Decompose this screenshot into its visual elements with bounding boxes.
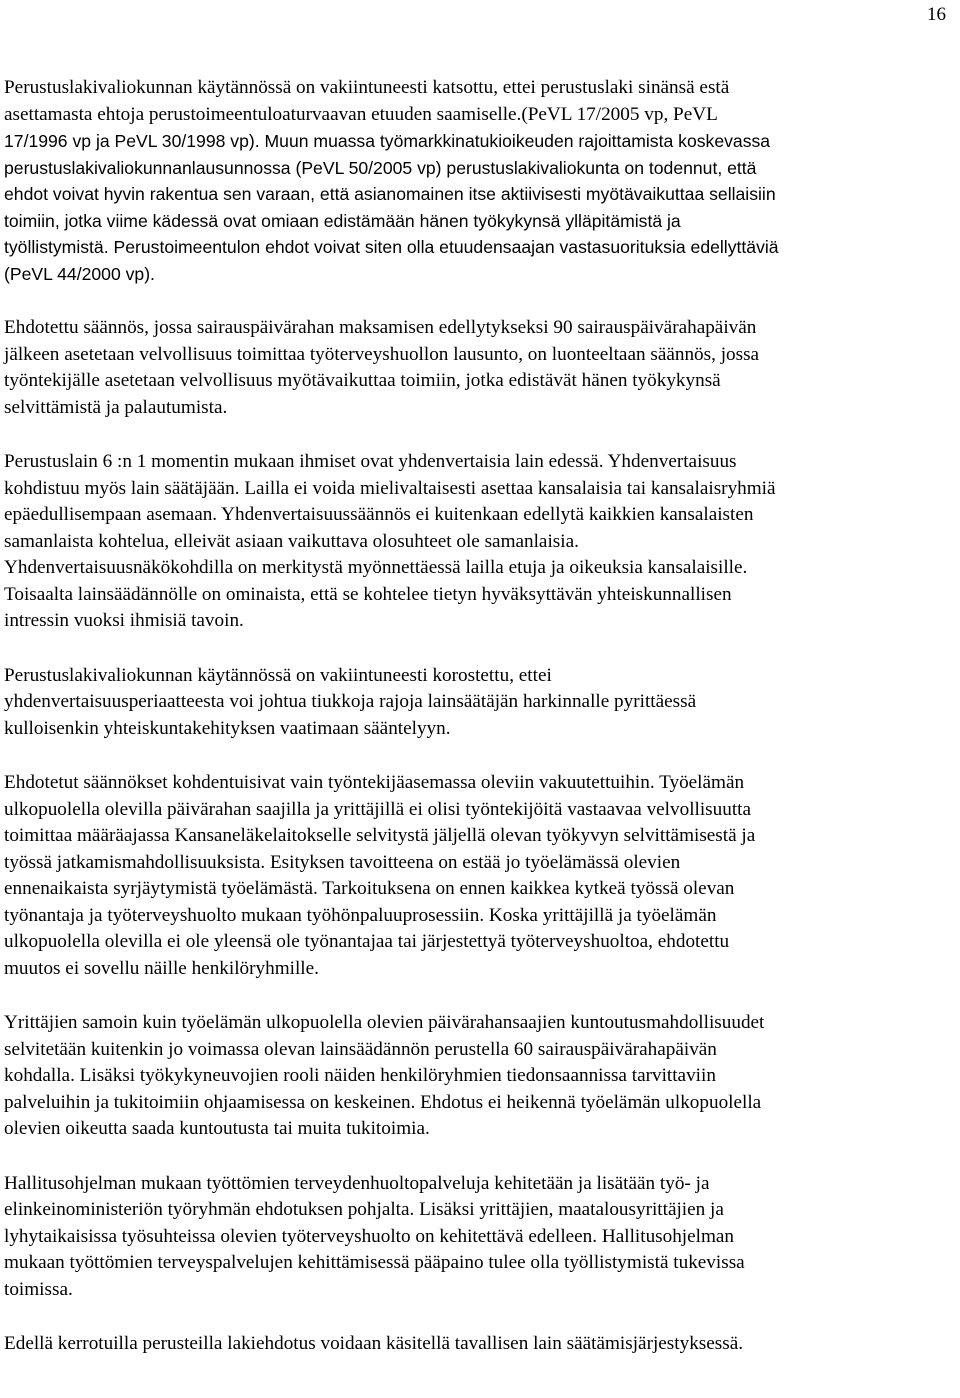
paragraph-line: palveluihin ja tukitoimiin ohjaamisessa on keskeinen. Ehdotus ei heikennä työelämän ulkopuolella bbox=[4, 1091, 762, 1113]
paragraph-line: mukaan työttömien terveyspalvelujen kehittämisessä pääpaino tulee olla työllistymistä tukevissa bbox=[4, 1252, 745, 1273]
paragraph-line: Perustuslakivaliokunnan käytännössä on vakiintuneesti korostettu, ettei bbox=[4, 664, 552, 686]
paragraph-line: jälkeen asetetaan velvollisuus toimittaa työterveyshuollon lausunto, on luonteeltaan säännös, jossa bbox=[4, 343, 760, 365]
paragraph-line: Perustuslakivaliokunnan käytännössä on vakiintuneesti katsottu, ettei perustuslaki sinänsä estä bbox=[4, 77, 730, 98]
paragraph-line: ennenaikaista syrjäytymistä työelämästä. Tarkoituksena on ennen kaikkea kytkeä työssä olevan bbox=[4, 878, 735, 899]
paragraph-line: työntekijälle asetetaan velvollisuus myötävaikuttaa toimiin, jotka edistävät hänen työkykynsä bbox=[4, 370, 721, 391]
paragraph-line: intressin vuoksi ihmisiä tavoin. bbox=[4, 610, 244, 631]
paragraph-line: epäedullisempaan asemaan. Yhdenvertaisuussäännös ei kuitenkaan edellytä kaikkien kansalaisten bbox=[4, 504, 754, 525]
paragraph-4 bbox=[4, 663, 954, 743]
paragraph-5 bbox=[4, 770, 954, 982]
paragraph-line: Yhdenvertaisuusnäkökohdilla on merkitystä myönnettäessä lailla etuja ja oikeuksia kansalaisille. bbox=[4, 557, 748, 578]
paragraph-line: samanlaista kohtelua, elleivät asiaan vaikuttava olosuhteet ole samanlaisia. bbox=[4, 530, 579, 552]
paragraph-line: Edellä kerrotuilla perusteilla lakiehdotus voidaan käsitellä tavallisen lain säätämisjärjestyksessä. bbox=[4, 1333, 744, 1354]
paragraph-line: elinkeinoministeriön työryhmän ehdotuksen pohjalta. Lisäksi yrittäjien, maatalousyrittäjien ja bbox=[4, 1199, 724, 1220]
paragraph-line: olevien oikeutta saada kuntoutusta tai muita tukitoimia. bbox=[4, 1118, 430, 1139]
paragraph-line: toimittaa määräajassa Kansaneläkelaitokselle selvitystä jäljellä olevan työkyvyn selvittämisestä ja bbox=[4, 825, 756, 846]
paragraph-line: kulloisenkin yhteiskuntakehityksen vaatimaan sääntelyyn. bbox=[4, 717, 451, 739]
page-number: 16 bbox=[927, 4, 946, 25]
paragraph-line: toimissa. bbox=[4, 1278, 73, 1300]
paragraph-1 bbox=[4, 75, 954, 287]
paragraph-2 bbox=[4, 315, 954, 421]
paragraph-line: 17/1996 vp ja PeVL 30/1998 vp). Muun muassa työmarkkinatukioikeuden rajoittamista koskevassa bbox=[4, 131, 771, 151]
paragraph-8 bbox=[4, 1331, 954, 1358]
paragraph-line: Toisaalta lainsäädännölle on ominaista, että se kohtelee tietyn hyväksyttävän yhteiskunnallisen bbox=[4, 583, 732, 605]
paragraph-line: perustuslakivaliokunnanlausunnossa (PeVL 50/2005 vp) perustuslakivaliokunta on todennut, että bbox=[4, 157, 757, 178]
paragraph-line: Perustuslain 6 :n 1 momentin mukaan ihmiset ovat yhdenvertaisia lain edessä. Yhdenvertaisuus bbox=[4, 451, 737, 472]
paragraph-line: (PeVL 44/2000 vp). bbox=[4, 263, 155, 284]
paragraph-3 bbox=[4, 449, 954, 635]
paragraph-line: ehdot voivat hyvin rakentua sen varaan, että asianomainen itse aktiivisesti myötävaikuttaa sellaisiin bbox=[4, 184, 776, 204]
paragraph-line: Ehdotetut säännökset kohdentuisivat vain työntekijäasemassa oleviin vakuutettuihin. Työelämän bbox=[4, 772, 745, 793]
paragraph-6 bbox=[4, 1010, 954, 1143]
paragraph-line: Ehdotettu säännös, jossa sairauspäivärahan maksamisen edellytykseksi 90 sairauspäivärahapäivän bbox=[4, 317, 757, 338]
paragraph-line: asettamasta ehtoja perustoimeentuloaturvaavan etuuden saamiselle.(PeVL 17/2005 vp, PeVL bbox=[4, 103, 718, 125]
paragraph-line: ulkopuolella olevilla päivärahan saajilla ja yrittäjillä ei olisi työntekijöitä vastaavaa velvollisuutta bbox=[4, 798, 752, 820]
paragraph-line: selvittämistä ja palautumista. bbox=[4, 396, 228, 418]
paragraph-line: Yrittäjien samoin kuin työelämän ulkopuolella olevien päivärahansaajien kuntoutusmahdollisuudet bbox=[4, 1012, 765, 1033]
paragraph-line: toimiin, jotka viime kädessä ovat omiaan edistämään hänen työkykynsä ylläpitämistä ja bbox=[4, 210, 681, 231]
paragraph-line: lyhytaikaisissa työsuhteissa olevien työterveyshuolto on kehitettävä edelleen. Hallitusohjelman bbox=[4, 1225, 735, 1247]
paragraph-line: työssä jatkamismahdollisuuksista. Esityksen tavoitteena on estää jo työelämässä olevien bbox=[4, 851, 681, 873]
document-body bbox=[4, 75, 954, 1386]
paragraph-line: kohdalla. Lisäksi työkykyneuvojien rooli näiden henkilöryhmien tiedonsaannissa tarvittaviin bbox=[4, 1065, 716, 1086]
paragraph-line: selvitetään kuitenkin jo voimassa olevan lainsäädännön perustella 60 sairauspäivärahapäivän bbox=[4, 1038, 717, 1060]
paragraph-line: työnantaja ja työterveyshuolto mukaan työhönpaluuprosessiin. Koska yrittäjillä ja työelämän bbox=[4, 904, 717, 926]
paragraph-line: kohdistuu myös lain säätäjään. Lailla ei voida mielivaltaisesti asettaa kansalaisia tai kansalaisryhmiä bbox=[4, 477, 776, 499]
paragraph-7 bbox=[4, 1171, 954, 1304]
paragraph-line: ulkopuolella olevilla ei ole yleensä ole työnantajaa tai järjestettyä työterveyshuoltoa, ehdotettu bbox=[4, 931, 730, 952]
paragraph-line: yhdenvertaisuusperiaatteesta voi johtua tiukkoja rajoja lainsäätäjän harkinnalle pyrittäessä bbox=[4, 691, 697, 712]
paragraph-line: muutos ei sovellu näille henkilöryhmille. bbox=[4, 957, 319, 979]
paragraph-line: työllistymistä. Perustoimeentulon ehdot voivat siten olla etuudensaajan vastasuorituksia edellyttäviä bbox=[4, 237, 779, 257]
paragraph-line: Hallitusohjelman mukaan työttömien terveydenhuoltopalveluja kehitetään ja lisätään työ- ja bbox=[4, 1172, 710, 1194]
